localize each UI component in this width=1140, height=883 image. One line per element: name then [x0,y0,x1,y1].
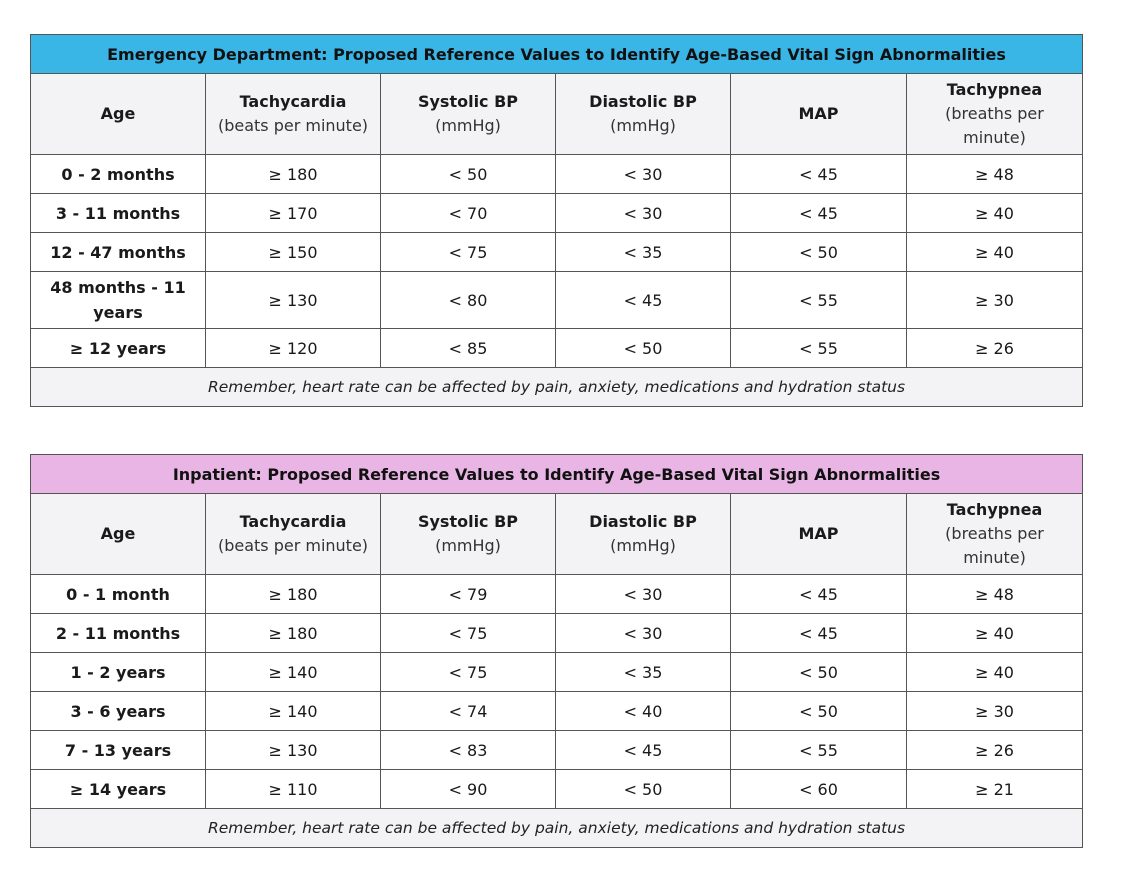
column-header-tachypnea: Tachypnea (breaths per minute) [907,74,1083,155]
cell-map: < 50 [731,233,907,272]
cell-tachycardia: ≥ 110 [206,770,381,809]
column-header-diastolic-bp: Diastolic BP (mmHg) [556,494,731,575]
cell-age: 12 - 47 months [31,233,206,272]
table-row [31,329,1083,368]
cell-tachycardia: ≥ 180 [206,614,381,653]
cell-age: ≥ 14 years [31,770,206,809]
table-note: Remember, heart rate can be affected by pain, anxiety, medications and hydration status [31,809,1083,848]
cell-systolic-bp: < 90 [381,770,556,809]
table-row [31,155,1083,194]
cell-tachycardia: ≥ 150 [206,233,381,272]
table-row [31,653,1083,692]
cell-map: < 55 [731,731,907,770]
column-header-diastolic-bp: Diastolic BP (mmHg) [556,74,731,155]
column-header-systolic-bp: Systolic BP (mmHg) [381,74,556,155]
cell-map: < 60 [731,770,907,809]
cell-age: 0 - 2 months [31,155,206,194]
cell-map: < 55 [731,272,907,329]
cell-map: < 50 [731,653,907,692]
cell-diastolic-bp: < 45 [556,272,731,329]
table-row [31,194,1083,233]
cell-systolic-bp: < 50 [381,155,556,194]
cell-systolic-bp: < 85 [381,329,556,368]
table-note: Remember, heart rate can be affected by pain, anxiety, medications and hydration status [31,368,1083,407]
cell-map: < 45 [731,155,907,194]
cell-age: 2 - 11 months [31,614,206,653]
cell-diastolic-bp: < 50 [556,329,731,368]
cell-tachypnea: ≥ 30 [907,272,1083,329]
cell-systolic-bp: < 75 [381,653,556,692]
table-title: Inpatient: Proposed Reference Values to Identify Age-Based Vital Sign Abnormalities [31,455,1083,494]
column-header-map: MAP [731,494,907,575]
cell-diastolic-bp: < 40 [556,692,731,731]
cell-systolic-bp: < 83 [381,731,556,770]
column-header-tachycardia: Tachycardia (beats per minute) [206,74,381,155]
cell-systolic-bp: < 79 [381,575,556,614]
cell-tachypnea: ≥ 26 [907,329,1083,368]
inpatient-table [30,454,1083,848]
table-row [31,272,1083,329]
cell-diastolic-bp: < 35 [556,233,731,272]
cell-systolic-bp: < 80 [381,272,556,329]
cell-tachypnea: ≥ 48 [907,155,1083,194]
cell-tachypnea: ≥ 21 [907,770,1083,809]
cell-tachypnea: ≥ 48 [907,575,1083,614]
column-header-map: MAP [731,74,907,155]
cell-tachycardia: ≥ 140 [206,692,381,731]
cell-diastolic-bp: < 45 [556,731,731,770]
cell-tachycardia: ≥ 130 [206,272,381,329]
cell-systolic-bp: < 75 [381,614,556,653]
cell-tachycardia: ≥ 180 [206,155,381,194]
cell-tachycardia: ≥ 120 [206,329,381,368]
cell-age: 3 - 6 years [31,692,206,731]
cell-tachycardia: ≥ 130 [206,731,381,770]
table-row [31,692,1083,731]
cell-age: 48 months - 11 years [31,272,206,329]
cell-diastolic-bp: < 30 [556,575,731,614]
column-header-tachycardia: Tachycardia (beats per minute) [206,494,381,575]
cell-diastolic-bp: < 50 [556,770,731,809]
emergency-department-table [30,34,1083,407]
cell-tachycardia: ≥ 170 [206,194,381,233]
column-header-age: Age [31,494,206,575]
cell-tachypnea: ≥ 40 [907,614,1083,653]
cell-diastolic-bp: < 30 [556,194,731,233]
table-row [31,233,1083,272]
cell-tachypnea: ≥ 40 [907,653,1083,692]
cell-diastolic-bp: < 30 [556,155,731,194]
cell-map: < 45 [731,614,907,653]
cell-systolic-bp: < 70 [381,194,556,233]
cell-tachycardia: ≥ 180 [206,575,381,614]
cell-map: < 50 [731,692,907,731]
cell-diastolic-bp: < 35 [556,653,731,692]
header-row [31,74,1083,155]
cell-tachypnea: ≥ 40 [907,194,1083,233]
cell-map: < 45 [731,194,907,233]
cell-tachypnea: ≥ 40 [907,233,1083,272]
column-header-tachypnea: Tachypnea (breaths per minute) [907,494,1083,575]
cell-age: 0 - 1 month [31,575,206,614]
cell-tachypnea: ≥ 30 [907,692,1083,731]
table-row [31,731,1083,770]
cell-systolic-bp: < 74 [381,692,556,731]
cell-map: < 55 [731,329,907,368]
cell-map: < 45 [731,575,907,614]
table-row [31,575,1083,614]
cell-age: 1 - 2 years [31,653,206,692]
column-header-systolic-bp: Systolic BP (mmHg) [381,494,556,575]
cell-age: ≥ 12 years [31,329,206,368]
table-row [31,770,1083,809]
column-header-age: Age [31,74,206,155]
header-row [31,494,1083,575]
cell-diastolic-bp: < 30 [556,614,731,653]
cell-age: 7 - 13 years [31,731,206,770]
table-title: Emergency Department: Proposed Reference Values to Identify Age-Based Vital Sign Abnormalities [31,35,1083,74]
table-row [31,614,1083,653]
cell-systolic-bp: < 75 [381,233,556,272]
cell-age: 3 - 11 months [31,194,206,233]
cell-tachypnea: ≥ 26 [907,731,1083,770]
cell-tachycardia: ≥ 140 [206,653,381,692]
